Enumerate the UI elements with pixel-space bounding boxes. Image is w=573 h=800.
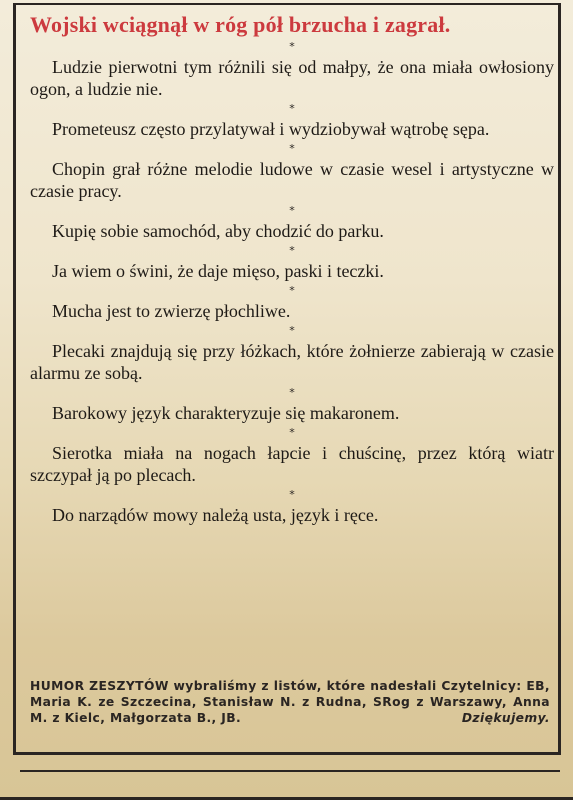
quote-item <box>30 340 554 384</box>
quote-item <box>30 56 554 100</box>
separator-star: * <box>289 488 295 501</box>
quote-item <box>30 118 554 140</box>
quote-item <box>30 220 554 242</box>
quote-text: Do narządów mowy należą usta, język i ręce. <box>52 505 379 525</box>
separator-star: * <box>289 426 295 439</box>
quote-text: Ja wiem o świni, że daje mięso, paski i teczki. <box>52 261 384 281</box>
quote-item <box>30 158 554 202</box>
thanks-text: Dziękujemy. <box>461 711 550 725</box>
quote-text: Mucha jest to zwierzę płochliwe. <box>52 301 291 321</box>
credits-note <box>30 678 550 726</box>
separator-star: * <box>289 40 295 53</box>
separator-star: * <box>289 324 295 337</box>
humor-column <box>30 12 554 526</box>
headline: Wojski wciągnął w róg pół brzucha i zagrał. <box>30 12 451 37</box>
quote-text: Plecaki znajdują się przy łóżkach, które żołnierze zabierają w czasie alarmu ze sobą. <box>30 341 554 383</box>
quote-text: Chopin grał różne melodie ludowe w czasie wesel i artystyczne w czasie pracy. <box>30 159 554 201</box>
separator-star: * <box>289 102 295 115</box>
separator-star: * <box>289 244 295 257</box>
separator-star: * <box>289 386 295 399</box>
quote-item <box>30 260 554 282</box>
separator-star: * <box>289 204 295 217</box>
quote-text: Ludzie pierwotni tym różnili się od małpy, że ona miała owłosiony ogon, a ludzie nie. <box>30 57 554 99</box>
quote-item <box>30 504 554 526</box>
quote-text: Kupię sobie samochód, aby chodzić do parku. <box>52 221 384 241</box>
separator-star: * <box>289 142 295 155</box>
credits-text: HUMOR ZESZYTÓW wybraliśmy z listów, które nadesłali Czytelnicy: EB, Maria K. ze Szczecina, Stanisław N. z Rudna, SRog z Warszawy, Anna M. z Kielc, Małgorzata B., JB. <box>30 679 550 725</box>
separator-star: * <box>289 284 295 297</box>
quote-text: Prometeusz często przylatywał i wydziobywał wątrobę sępa. <box>52 119 490 139</box>
quote-text: Sierotka miała na nogach łapcie i chuścinę, przez którą wiatr szczypał ją po plecach. <box>30 443 554 485</box>
quote-item <box>30 402 554 424</box>
quote-item <box>30 442 554 486</box>
quote-text: Barokowy język charakteryzuje się makaronem. <box>52 403 400 423</box>
divider-rule <box>20 770 560 772</box>
quote-item <box>30 300 554 322</box>
